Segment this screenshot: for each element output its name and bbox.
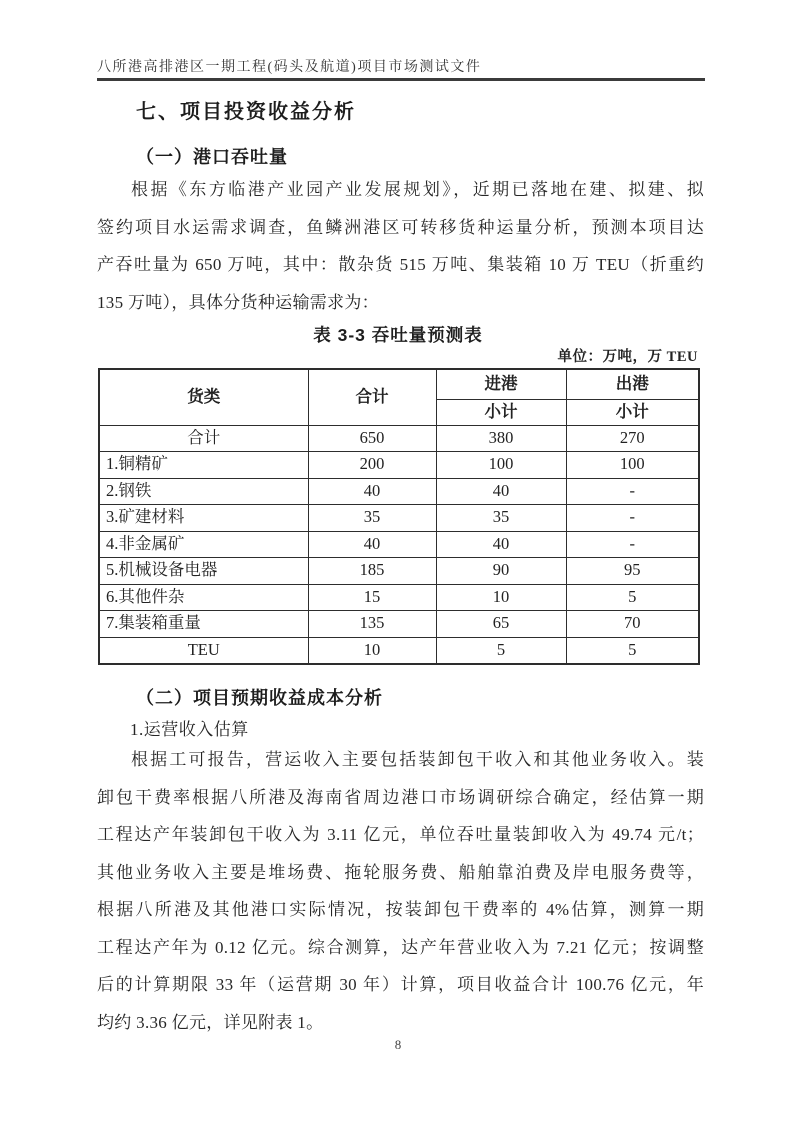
- text-line: 根据工可报告，营运收入主要包括装卸包干收入和其他业务收入。装: [131, 750, 704, 769]
- cell-inbound: 40: [436, 531, 566, 558]
- cell-total: 10: [308, 637, 436, 664]
- header-cell-total: 合计: [308, 369, 436, 425]
- cell-total: 40: [308, 531, 436, 558]
- cell-cargo: 1.铜精矿: [99, 452, 308, 479]
- cell-cargo: 6.其他件杂: [99, 584, 308, 611]
- section-heading-revenue-cost: （二）项目预期收益成本分析: [136, 688, 383, 708]
- cell-total: 15: [308, 584, 436, 611]
- table-header: [99, 369, 699, 425]
- table-header-row-1: [99, 369, 699, 399]
- table-unit-note: 单位：万吨，万 TEU: [557, 349, 698, 365]
- text-line: 产吞吐量为 650 万吨，其中：散杂货 515 万吨、集装箱 10 万 TEU（折重约: [97, 255, 704, 274]
- cell-outbound: 5: [566, 584, 699, 611]
- cell-outbound: 5: [566, 637, 699, 664]
- cell-cargo: 3.矿建材料: [99, 505, 308, 532]
- cell-total: 40: [308, 478, 436, 505]
- throughput-forecast-table: [98, 368, 700, 665]
- cell-total: 185: [308, 558, 436, 585]
- table-row: [99, 531, 699, 558]
- header-cell-inbound: 进港: [436, 369, 566, 399]
- cell-inbound: 10: [436, 584, 566, 611]
- table-row: [99, 478, 699, 505]
- paragraph-revenue-estimate: [97, 741, 704, 1041]
- paragraph-throughput-forecast: [97, 171, 704, 321]
- table-row: [99, 452, 699, 479]
- cell-outbound: 270: [566, 425, 699, 452]
- cell-outbound: -: [566, 505, 699, 532]
- cell-cargo: 5.机械设备电器: [99, 558, 308, 585]
- table-row: [99, 584, 699, 611]
- cell-cargo: TEU: [99, 637, 308, 664]
- cell-inbound: 5: [436, 637, 566, 664]
- page-title: 七、项目投资收益分析: [136, 101, 356, 123]
- cell-cargo: 2.钢铁: [99, 478, 308, 505]
- header-cell-subtotal-inbound: 小计: [436, 399, 566, 425]
- cell-total: 135: [308, 611, 436, 638]
- table-row: [99, 637, 699, 664]
- table-row: [99, 505, 699, 532]
- cell-total: 650: [308, 425, 436, 452]
- text-line: 签约项目水运需求调查，鱼鳞洲港区可转移货种运量分析，预测本项目达: [97, 217, 704, 237]
- cell-total: 200: [308, 452, 436, 479]
- page-number: 8: [394, 1037, 402, 1052]
- cell-total: 35: [308, 505, 436, 532]
- text-line: 均约 3.36 亿元，详见附表 1。: [97, 1012, 324, 1032]
- cell-outbound: -: [566, 531, 699, 558]
- text-line: 根据八所港及其他港口实际情况，按装卸包干费率的 4%估算，测算一期: [97, 900, 704, 919]
- table-caption: 表 3-3 吞吐量预测表: [313, 325, 483, 345]
- section-heading-port-throughput: （一）港口吞吐量: [136, 147, 288, 167]
- cell-cargo: 合计: [99, 425, 308, 452]
- text-line: 135 万吨），具体分货种运输需求为：: [97, 292, 379, 312]
- table-body: [99, 425, 699, 664]
- cell-outbound: 95: [566, 558, 699, 585]
- header-cell-cargo: 货类: [99, 369, 308, 425]
- cell-inbound: 65: [436, 611, 566, 638]
- text-line: 后的计算期限 33 年（运营期 30 年）计算，项目收益合计 100.76 亿元，年: [97, 975, 704, 994]
- page-header-rule: [97, 78, 705, 81]
- sub-heading-operating-revenue: 1.运营收入估算: [130, 720, 249, 739]
- cell-inbound: 35: [436, 505, 566, 532]
- cell-cargo: 7.集装箱重量: [99, 611, 308, 638]
- table-row: [99, 611, 699, 638]
- table-row: [99, 425, 699, 452]
- cell-inbound: 100: [436, 452, 566, 479]
- text-line: 其他业务收入主要是堆场费、拖轮服务费、船舶靠泊费及岸电服务费等，: [97, 862, 704, 882]
- cell-inbound: 90: [436, 558, 566, 585]
- table-row: [99, 558, 699, 585]
- cell-inbound: 40: [436, 478, 566, 505]
- text-line: 卸包干费率根据八所港及海南省周边港口市场调研综合确定，经估算一期: [97, 787, 704, 807]
- header-cell-outbound: 出港: [566, 369, 699, 399]
- cell-cargo: 4.非金属矿: [99, 531, 308, 558]
- cell-outbound: -: [566, 478, 699, 505]
- text-line: 工程达产年为 0.12 亿元。综合测算，达产年营业收入为 7.21 亿元；按调整: [97, 937, 704, 957]
- cell-outbound: 70: [566, 611, 699, 638]
- page-header-text: 八所港高排港区一期工程(码头及航道)项目市场测试文件: [97, 60, 482, 75]
- header-cell-subtotal-outbound: 小计: [566, 399, 699, 425]
- cell-inbound: 380: [436, 425, 566, 452]
- text-line: 根据《东方临港产业园产业发展规划》，近期已落地在建、拟建、拟: [131, 180, 704, 199]
- text-line: 工程达产年装卸包干收入为 3.11 亿元，单位吞吐量装卸收入为 49.74 元/t；: [97, 825, 704, 844]
- cell-outbound: 100: [566, 452, 699, 479]
